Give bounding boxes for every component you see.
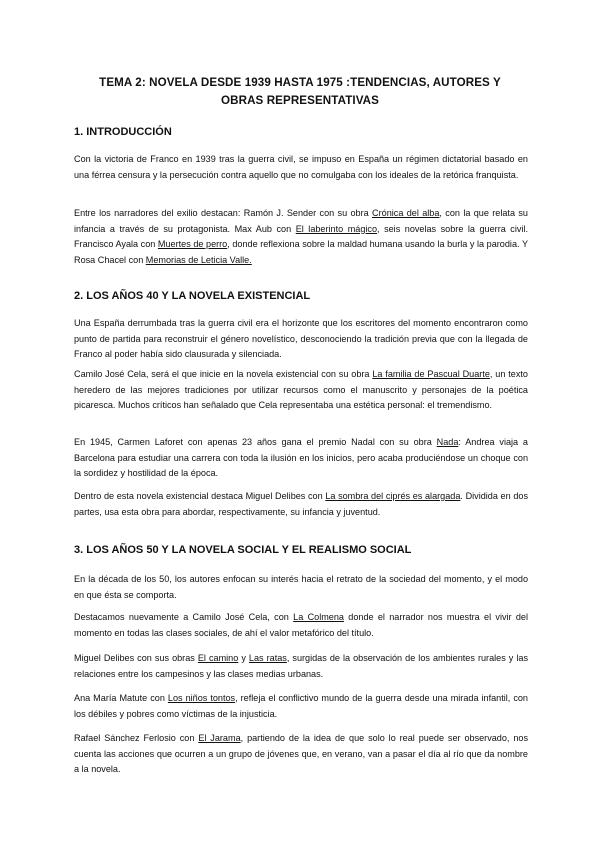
section-2-heading: 2. LOS AÑOS 40 Y LA NOVELA EXISTENCIAL — [74, 290, 311, 302]
section-3-paragraph-1: En la década de los 50, los autores enfocan su interés hacia el retrato de la sociedad del momento, y el modo en que ésta se comporta. — [74, 574, 528, 600]
work-title: El laberinto mágico — [295, 223, 378, 234]
section-3-paragraph-5: Rafael Sánchez Ferlosio con El Jarama, partiendo de la idea de que solo lo real puede ser observado, nos cuenta las acciones que ocurren a un grupo de jóvenes que, en verano, van a pasar el día al río que da nombre a la novela. — [74, 733, 529, 775]
work-title: La sombra del ciprés es alargada — [325, 491, 461, 501]
section-3-paragraph-2: Destacamos nuevamente a Camilo José Cela, con La Colmena donde el narrador nos muestra el vivir del momento en todas las clases sociales, de ahí el valor metafórico del título. — [74, 612, 528, 638]
section-2-paragraph-3: En 1945, Carmen Laforet con apenas 23 años gana el premio Nadal con su obra Nada: Andrea viaja a Barcelona para estudiar una carrera con toda la ilusión en los inicios, pero acaba produciéndose un choque con la sordidez y hostilidad de la época. — [74, 437, 528, 479]
work-title: Crónica del alba — [372, 208, 440, 218]
section-1-heading: 1. INTRODUCCIÓN — [74, 126, 172, 138]
title-line-2: OBRAS REPRESENTATIVAS — [221, 94, 379, 107]
work-title: La Colmena — [293, 612, 344, 622]
section-2-paragraph-1: Una España derrumbada tras la guerra civil era el horizonte que los escritores del momento encontraron como punto de partida para reconstruir el género novelístico, desconociendo la tradición previa que con la llegada de Franco al poder había sido clausurada y silenciada. — [74, 318, 528, 360]
section-3-paragraph-4: Ana María Matute con Los niños tontos, refleja el conflictivo mundo de la guerra desde una mirada infantil, con los débiles y pobres como víctimas de la injusticia. — [74, 693, 528, 719]
section-3-heading: 3. LOS AÑOS 50 Y LA NOVELA SOCIAL Y EL REALISMO SOCIAL — [74, 544, 412, 556]
work-title: Nada — [436, 437, 459, 447]
work-title: Las ratas — [248, 653, 287, 663]
work-title: Muertes de perro — [157, 239, 228, 250]
title-line-1: TEMA 2: NOVELA DESDE 1939 HASTA 1975 :TENDENCIAS, AUTORES Y — [99, 76, 501, 89]
document-title — [60, 74, 540, 110]
section-1-paragraph-1: Con la victoria de Franco en 1939 tras la guerra civil, se impuso en España un régimen dictatorial basado en una férrea censura y la persecución contra aquello que no comulgaba con los ideales de la retórica franquista. — [74, 154, 528, 180]
section-3-paragraph-3: Miguel Delibes con sus obras El camino y Las ratas, surgidas de la observación de los ambientes rurales y las relaciones entre los campesinos y las clases medias urbanas. — [74, 653, 528, 679]
work-title: Los niños tontos — [167, 693, 236, 703]
section-2-paragraph-4: Dentro de esta novela existencial destaca Miguel Delibes con La sombra del ciprés es alargada. Dividida en dos partes, usa esta obra para abordar, respectivamente, su infancia y juventud. — [74, 491, 528, 517]
section-1-paragraph-2: Entre los narradores del exilio destacan: Ramón J. Sender con su obra Crónica del alba, con la que relata su infancia a través de su protagonista. Max Aub con El laberinto mágico, seis novelas sobre la guerra civil. Francisco Ayala con Muertes de perro, donde reflexiona sobre la maldad humana usando la burla y la parodia. Y Rosa Chacel con Memorias de Leticia Valle. — [74, 208, 529, 265]
section-2-paragraph-2: Camilo José Cela, será el que inicie en la novela existencial con su obra La familia de Pascual Duarte, un texto heredero de las mejores tradiciones por utilizar recursos como el manuscrito y personajes de la poética picaresca. Muchos críticos han señalado que Cela representaba una estética personal: el tremendismo. — [74, 369, 528, 411]
work-title: La familia de Pascual Duarte — [372, 369, 490, 379]
work-title: El Jarama — [198, 733, 241, 743]
work-title: Memorias de Leticia Valle. — [145, 254, 252, 265]
work-title: El camino — [197, 653, 239, 663]
